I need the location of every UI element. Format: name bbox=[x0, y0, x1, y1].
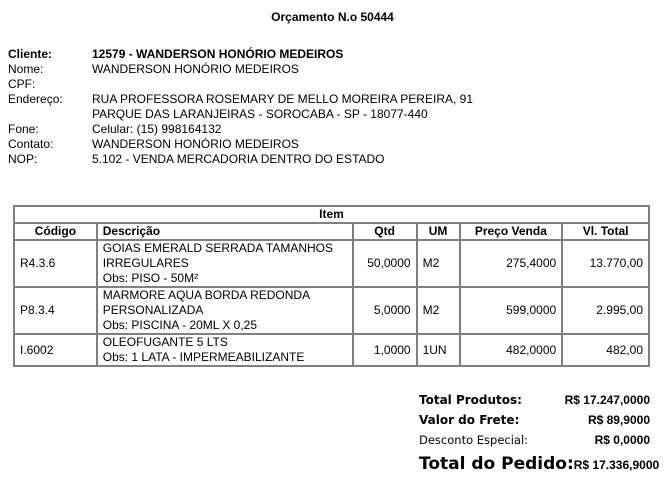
description-obs: Obs: PISCINA - 20ML X 0,25 bbox=[102, 318, 258, 332]
cell-codigo: I.6002 bbox=[14, 334, 97, 366]
address-line1: RUA PROFESSORA ROSEMARY DE MELLO MOREIRA PEREIRA, 91 bbox=[92, 92, 473, 106]
item-group-header: Item bbox=[14, 206, 649, 223]
total-produtos-value: R$ 17.247,0000 bbox=[564, 393, 650, 407]
cell-preco-venda: 599,0000 bbox=[460, 287, 563, 334]
cell-um: M2 bbox=[417, 287, 460, 334]
desconto-especial-label: Desconto Especial: bbox=[419, 433, 529, 447]
cell-vl-total: 2.995,00 bbox=[562, 287, 649, 334]
valor-frete-label: Valor do Frete: bbox=[419, 413, 520, 427]
cell-codigo: R4.3.6 bbox=[14, 240, 97, 287]
address-row-2 bbox=[8, 107, 473, 122]
contact-row bbox=[8, 137, 473, 152]
cell-vl-total: 13.770,00 bbox=[562, 240, 649, 287]
col-header-vl-total: Vl. Total bbox=[562, 223, 649, 240]
cpf-row bbox=[8, 77, 473, 92]
phone-label: Fone: bbox=[8, 122, 39, 136]
contact-value: WANDERSON HONÓRIO MEDEIROS bbox=[92, 137, 299, 151]
client-label: Cliente: bbox=[8, 47, 53, 61]
cell-um: M2 bbox=[417, 240, 460, 287]
valor-frete-row bbox=[419, 413, 650, 433]
table-header-row bbox=[14, 223, 649, 240]
description-line: IRREGULARES bbox=[102, 256, 189, 270]
name-label: Nome: bbox=[8, 62, 44, 76]
address-label: Endereço: bbox=[8, 92, 63, 106]
cell-qtd: 5,0000 bbox=[353, 287, 417, 334]
totals-section bbox=[419, 393, 660, 478]
address-row bbox=[8, 92, 473, 107]
cell-codigo: P8.3.4 bbox=[14, 287, 97, 334]
table-row bbox=[14, 287, 649, 334]
desconto-especial-value: R$ 0,0000 bbox=[594, 433, 650, 447]
cell-qtd: 1,0000 bbox=[353, 334, 417, 366]
description-line: PERSONALIZADA bbox=[102, 303, 204, 317]
cell-vl-total: 482,00 bbox=[562, 334, 649, 366]
phone-value: Celular: (15) 998164132 bbox=[92, 122, 222, 136]
cell-descricao bbox=[97, 287, 353, 334]
total-pedido-value: R$ 17.336,9000 bbox=[573, 458, 660, 472]
total-pedido-row bbox=[419, 454, 660, 478]
col-header-um: UM bbox=[417, 223, 460, 240]
name-value: WANDERSON HONÓRIO MEDEIROS bbox=[92, 62, 299, 76]
nop-label: NOP: bbox=[8, 152, 38, 166]
description-line: MARMORE AQUA BORDA REDONDA bbox=[102, 288, 311, 302]
valor-frete-value: R$ 89,9000 bbox=[587, 413, 650, 427]
total-pedido-label: Total do Pedido: bbox=[419, 454, 574, 474]
cpf-label: CPF: bbox=[8, 77, 36, 91]
cell-preco-venda: 482,0000 bbox=[460, 334, 563, 366]
nop-row bbox=[8, 152, 473, 167]
desconto-especial-row bbox=[419, 433, 650, 454]
cell-descricao bbox=[97, 334, 353, 366]
cell-qtd: 50,0000 bbox=[353, 240, 417, 287]
client-row bbox=[8, 47, 473, 62]
contact-label: Contato: bbox=[8, 137, 54, 151]
description-obs: Obs: 1 LATA - IMPERMEABILIZANTE bbox=[102, 350, 305, 364]
col-header-preco-venda: Preço Venda bbox=[460, 223, 563, 240]
col-header-descricao: Descrição bbox=[97, 223, 353, 240]
description-line: GOIAS EMERALD SERRADA TAMANHOS bbox=[102, 241, 334, 255]
phone-row bbox=[8, 122, 473, 137]
col-header-codigo: Código bbox=[14, 223, 97, 240]
cell-preco-venda: 275,4000 bbox=[460, 240, 563, 287]
address-line2: PARQUE DAS LARANJEIRAS - SOROCABA - SP - 18077-440 bbox=[92, 107, 428, 121]
client-value: 12579 - WANDERSON HONÓRIO MEDEIROS bbox=[92, 47, 344, 61]
total-produtos-label: Total Produtos: bbox=[419, 393, 522, 407]
description-obs: Obs: PISO - 50M² bbox=[102, 271, 199, 285]
document-title: Orçamento N.o 50444 bbox=[271, 10, 394, 24]
client-info bbox=[8, 47, 473, 167]
name-row bbox=[8, 62, 473, 77]
table-row bbox=[14, 240, 649, 287]
col-header-qtd: Qtd bbox=[353, 223, 417, 240]
nop-value: 5.102 - VENDA MERCADORIA DENTRO DO ESTADO bbox=[92, 152, 385, 166]
total-produtos-row bbox=[419, 393, 650, 413]
description-line: OLEOFUGANTE 5 LTS bbox=[102, 335, 228, 349]
cell-um: 1UN bbox=[417, 334, 460, 366]
table-row bbox=[14, 334, 649, 366]
cell-descricao bbox=[97, 240, 353, 287]
items-table bbox=[13, 205, 650, 367]
table-group-header-row bbox=[14, 206, 649, 223]
